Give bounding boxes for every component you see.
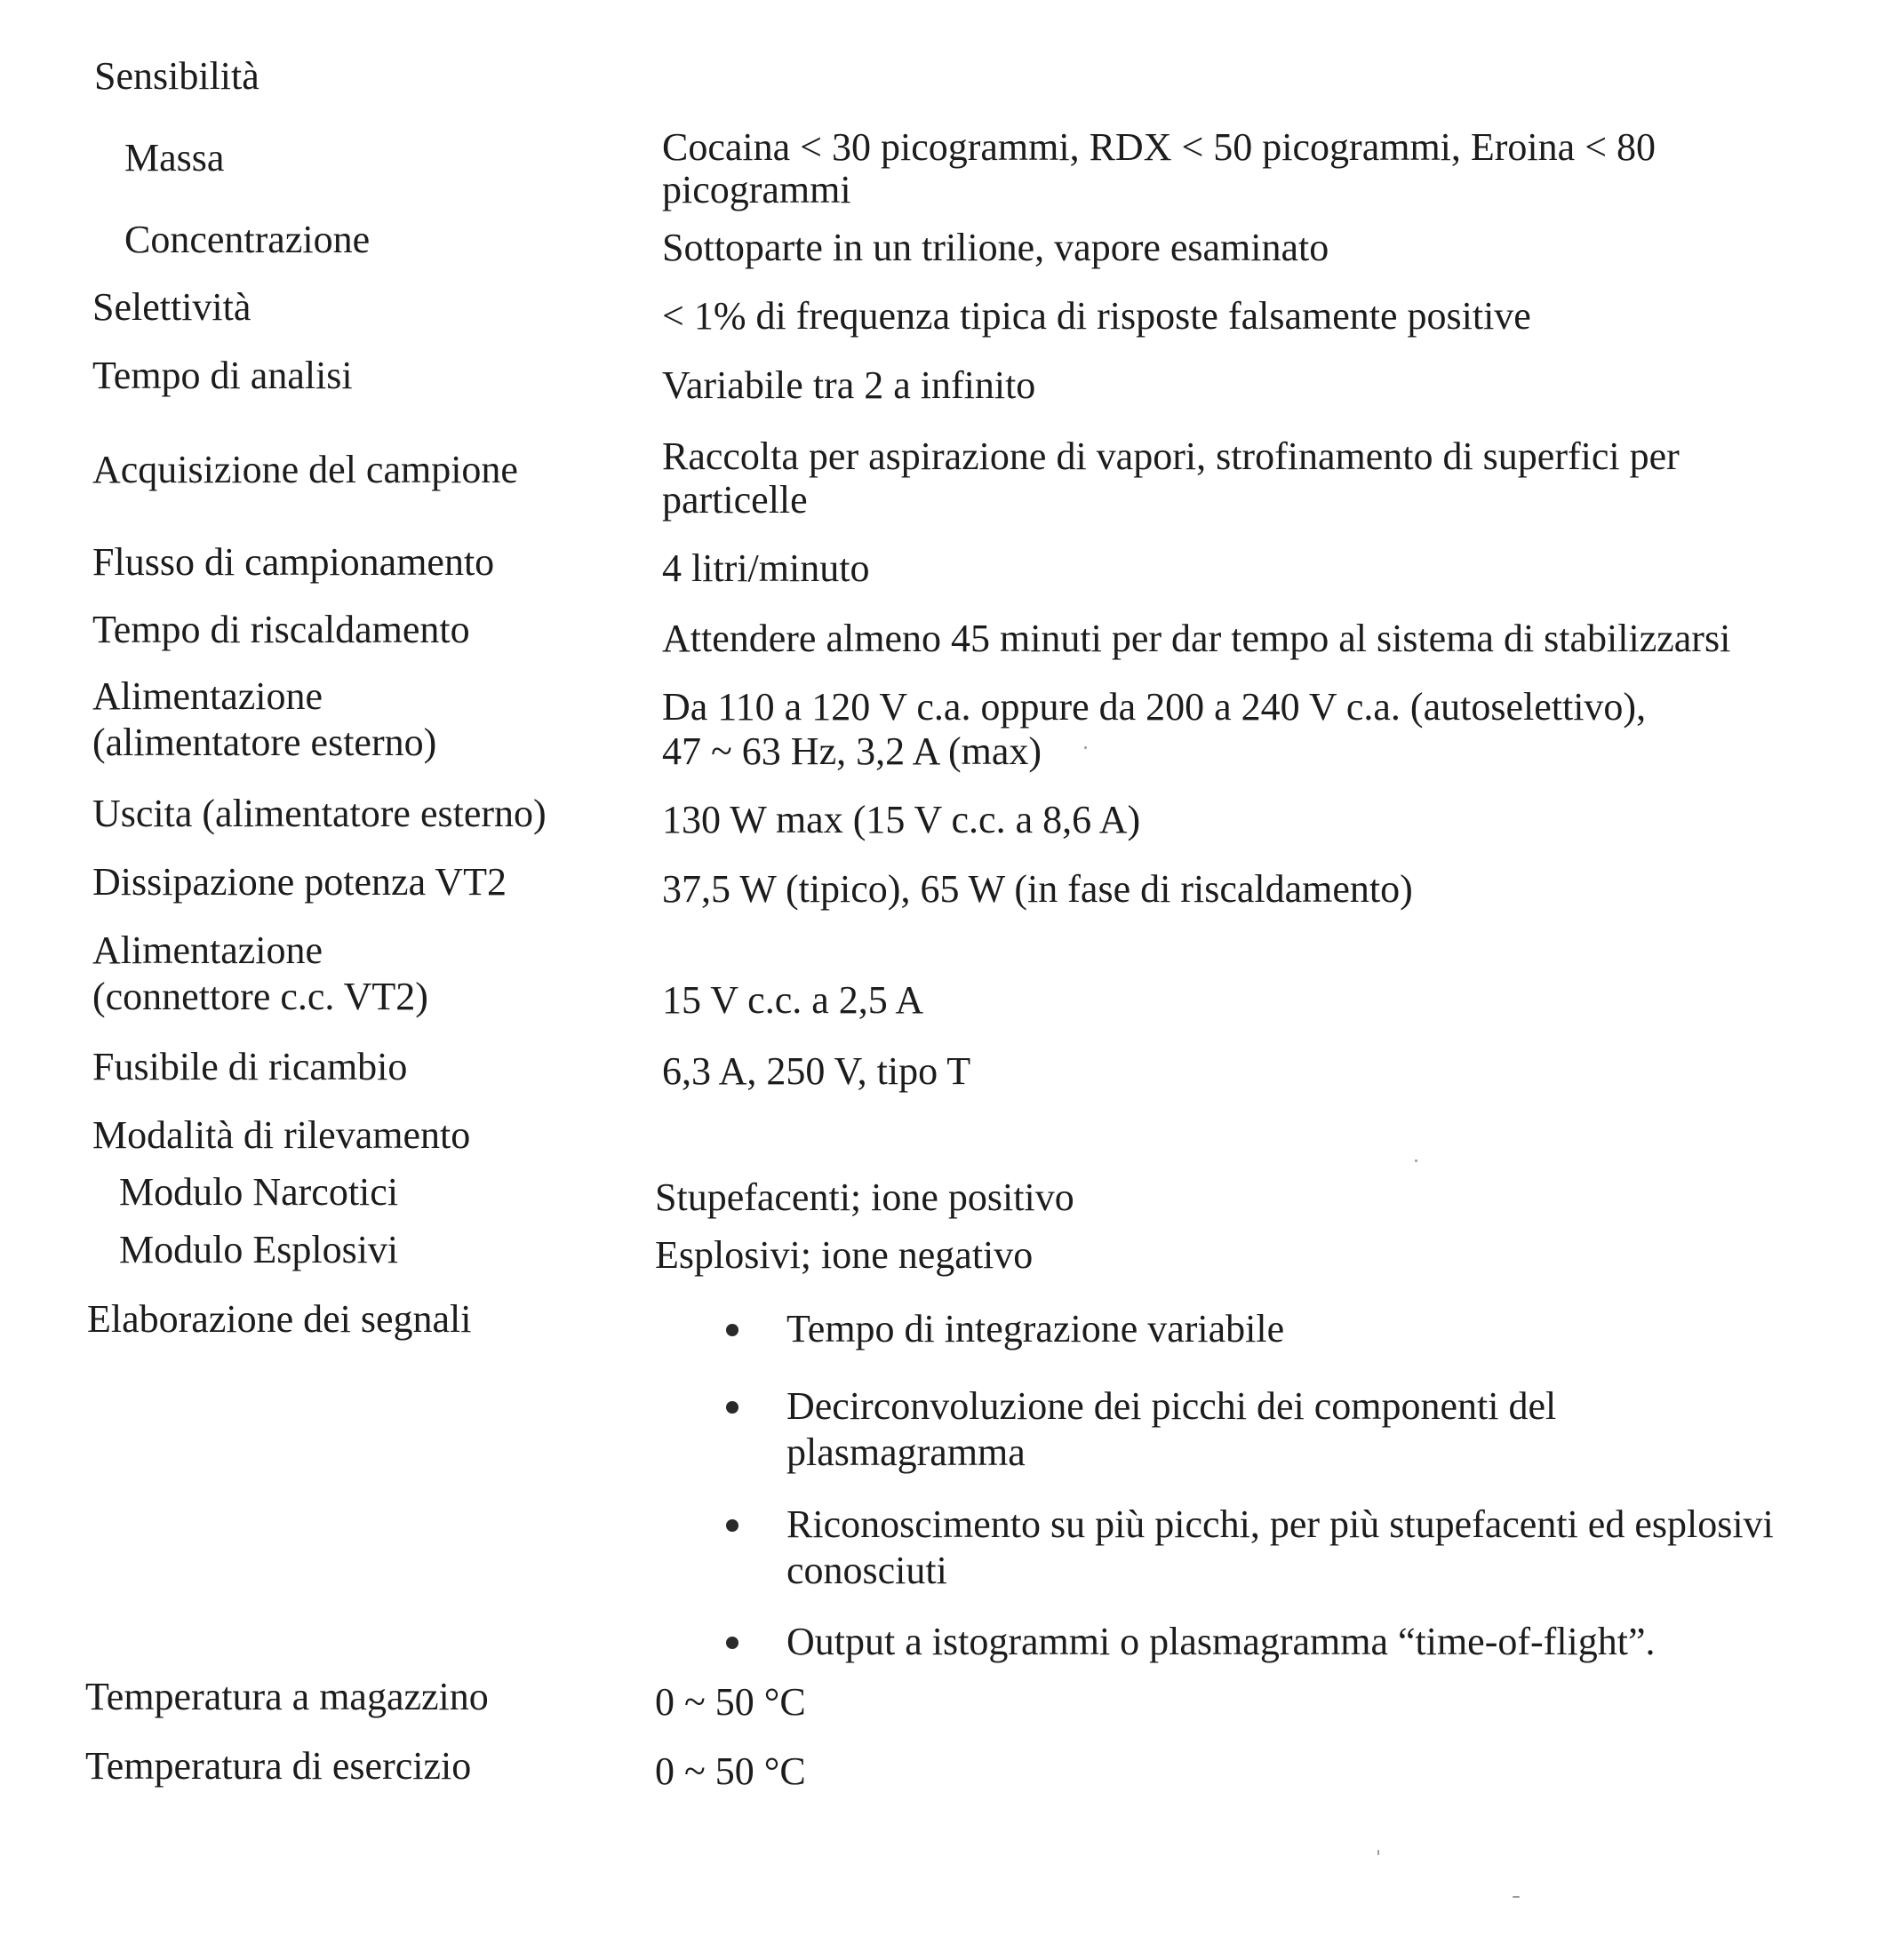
label-esplosivi: Modulo Esplosivi — [119, 1228, 399, 1271]
label-acquisizione: Acquisizione del campione — [92, 448, 518, 491]
bullet-item — [662, 1619, 1656, 1665]
bullet-text: Output a istogrammi o plasmagramma “time-of-flight”. — [786, 1620, 1656, 1663]
value-massa-line1: Cocaina < 30 picogrammi, RDX < 50 picogrammi, Eroina < 80 — [662, 125, 1656, 169]
value-narcotici: Stupefacenti; ione positivo — [655, 1175, 1074, 1219]
bullet-text: Riconoscimento su più picchi, per più stupefacenti ed esplosivi — [786, 1502, 1774, 1546]
value-fusibile: 6,3 A, 250 V, tipo T — [662, 1049, 971, 1093]
value-massa-line2: picogrammi — [662, 168, 851, 211]
label-sensibilita: Sensibilità — [94, 54, 259, 98]
value-esplosivi: Esplosivi; ione negativo — [655, 1233, 1034, 1277]
label-uscita: Uscita (alimentatore esterno) — [92, 792, 547, 835]
bullet-dot-icon — [726, 1519, 738, 1532]
label-fusibile: Fusibile di ricambio — [92, 1045, 408, 1088]
value-selettivita: < 1% di frequenza tipica di risposte falsamente positive — [662, 294, 1531, 338]
label-narcotici: Modulo Narcotici — [119, 1170, 399, 1214]
bullet-text: Tempo di integrazione variabile — [786, 1307, 1285, 1350]
label-elaborazione: Elaborazione dei segnali — [87, 1297, 472, 1341]
label-alimentazione-vt2-line2: (connettore c.c. VT2) — [92, 975, 428, 1018]
scan-speck — [1415, 1159, 1417, 1162]
bullet-dot-icon — [726, 1637, 738, 1649]
scan-speck — [1084, 746, 1087, 749]
scan-speck — [1377, 1850, 1379, 1855]
bullet-dot-icon — [726, 1401, 738, 1414]
value-riscaldamento: Attendere almeno 45 minuti per dar tempo al sistema di stabilizzarsi — [662, 617, 1731, 660]
label-alimentazione-vt2-line1: Alimentazione — [92, 928, 323, 972]
label-temp-magazzino: Temperatura a magazzino — [85, 1675, 489, 1718]
label-massa: Massa — [124, 136, 225, 179]
label-temp-esercizio: Temperatura di esercizio — [85, 1744, 472, 1788]
value-alimentazione-esterno-line2: 47 ~ 63 Hz, 3,2 A (max) — [662, 729, 1042, 773]
label-riscaldamento: Tempo di riscaldamento — [92, 608, 470, 651]
label-alimentazione-esterno-line2: (alimentatore esterno) — [92, 721, 437, 764]
value-uscita: 130 W max (15 V c.c. a 8,6 A) — [662, 798, 1141, 841]
value-acquisizione-line2: particelle — [662, 478, 808, 522]
label-concentrazione: Concentrazione — [124, 218, 371, 261]
value-alimentazione-esterno-line1: Da 110 a 120 V c.a. oppure da 200 a 240 V c.a. (autoselettivo), — [662, 685, 1647, 729]
value-temp-esercizio: 0 ~ 50 °C — [655, 1749, 806, 1793]
value-acquisizione-line1: Raccolta per aspirazione di vapori, strofinamento di superfici per — [662, 434, 1680, 478]
bullet-text: Decirconvoluzione dei picchi dei componenti del — [786, 1384, 1557, 1428]
bullet-text-line2: conosciuti — [786, 1549, 947, 1592]
label-selettivita: Selettività — [92, 285, 251, 329]
label-alimentazione-esterno-line1: Alimentazione — [92, 674, 323, 718]
label-tempo-analisi: Tempo di analisi — [92, 354, 353, 397]
label-flusso: Flusso di campionamento — [92, 540, 495, 584]
value-alimentazione-vt2: 15 V c.c. a 2,5 A — [662, 978, 924, 1022]
bullet-dot-icon — [726, 1324, 738, 1336]
bullet-text-line2: plasmagramma — [786, 1430, 1026, 1474]
value-tempo-analisi: Variabile tra 2 a infinito — [662, 363, 1036, 407]
value-concentrazione: Sottoparte in un trilione, vapore esaminato — [662, 226, 1329, 269]
bullet-item — [662, 1306, 1284, 1352]
value-dissipazione: 37,5 W (tipico), 65 W (in fase di riscaldamento) — [662, 867, 1413, 911]
value-flusso: 4 litri/minuto — [662, 546, 870, 590]
bullet-item — [662, 1383, 1556, 1476]
scan-speck — [1513, 1896, 1520, 1898]
bullet-item — [662, 1502, 1774, 1594]
label-dissipazione: Dissipazione potenza VT2 — [92, 860, 507, 904]
label-modalita: Modalità di rilevamento — [92, 1113, 471, 1157]
value-temp-magazzino: 0 ~ 50 °C — [655, 1680, 806, 1724]
